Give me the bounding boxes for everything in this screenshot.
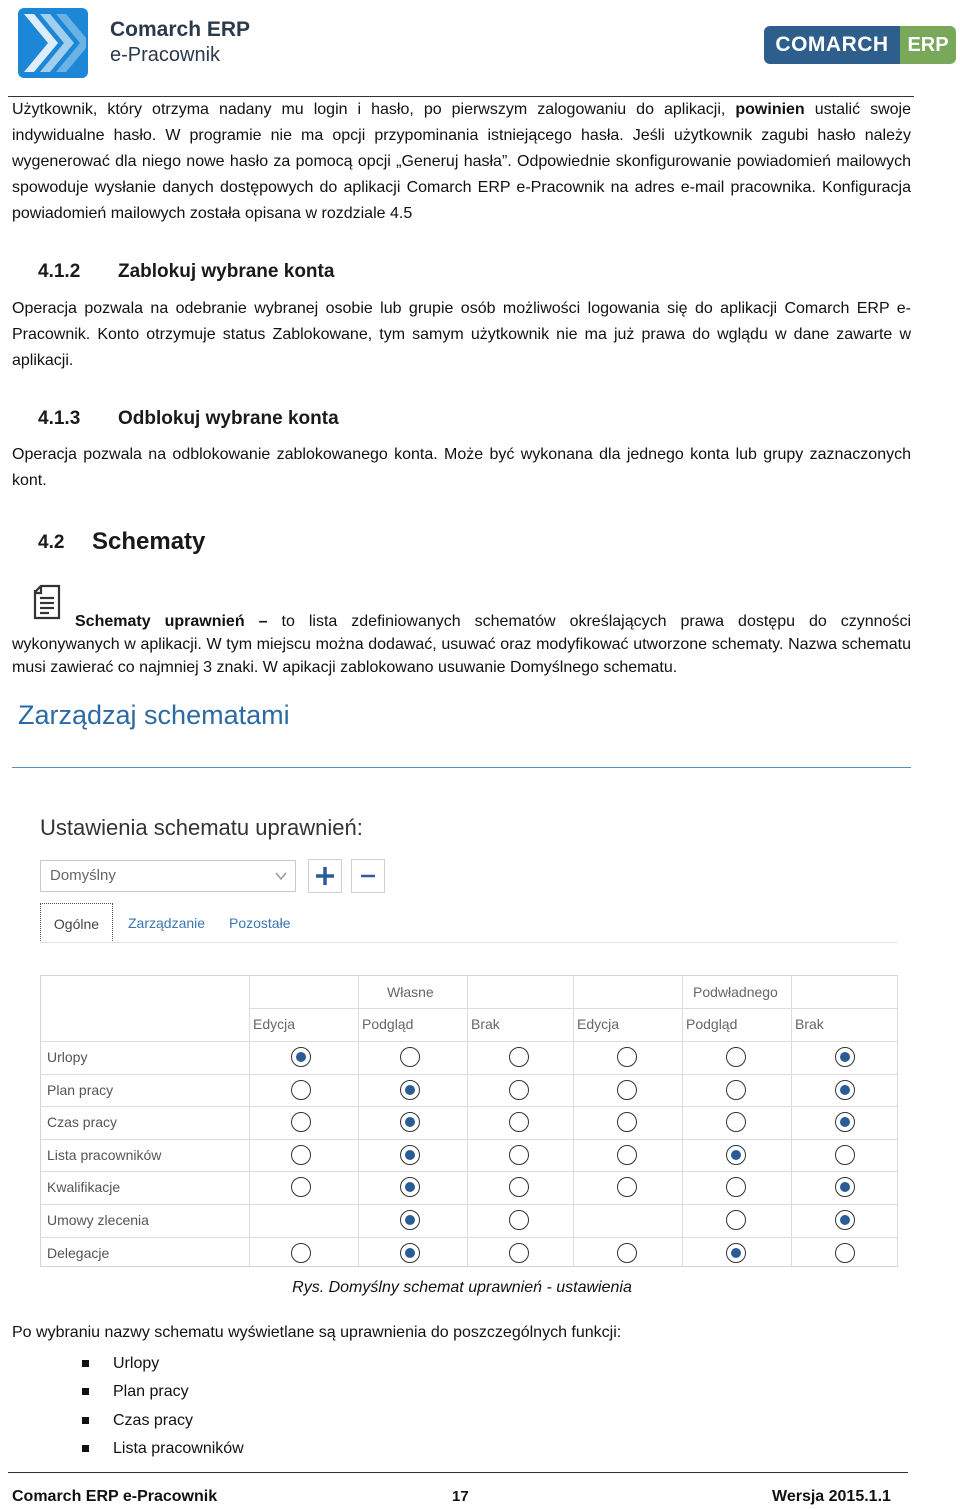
radio-selected[interactable] (835, 1080, 855, 1100)
radio-option[interactable] (835, 1243, 855, 1263)
radio-selected[interactable] (835, 1210, 855, 1230)
radio-selected[interactable] (835, 1112, 855, 1132)
list-item: Urlopy (80, 1350, 244, 1378)
function-list (80, 1350, 244, 1463)
section-413-heading (38, 408, 538, 434)
manage-schemes-title: Zarządzaj schematami (18, 700, 290, 730)
table-row-line (41, 1106, 897, 1107)
grid-column-line (791, 976, 792, 1266)
footer-product: Comarch ERP e-Pracownik (12, 1488, 218, 1505)
scheme-select[interactable] (40, 860, 296, 892)
grid-column-line (467, 976, 468, 1266)
table-row-line (41, 1139, 897, 1140)
section-412-text: Operacja pozwala na odebranie wybranej osobie lub grupie osób możliwości logowania się do aplikacji Comarch ERP e-Pracownik. Konto otrzymuje status Zablokowane, tym samym użytkownik nie ma już prawa do wglądu w dane zawarte w aplikacji. (12, 300, 911, 369)
radio-selected[interactable] (400, 1080, 420, 1100)
tab-management[interactable]: Zarządzanie (128, 915, 206, 931)
note-dash: – (258, 613, 268, 630)
row-label: Lista pracowników (47, 1146, 162, 1163)
scheme-select-value: Domyślny (50, 867, 116, 884)
row-label: Kwalifikacje (47, 1179, 121, 1196)
radio-selected[interactable] (726, 1145, 746, 1165)
plus-icon (314, 865, 336, 887)
intro-text-1: Użytkownik, który otrzyma nadany mu login i hasło, po pierwszym zalogowaniu do aplikacji, (12, 101, 726, 118)
remove-scheme-button[interactable] (351, 859, 385, 893)
schematy-note (12, 610, 911, 679)
radio-option[interactable] (509, 1047, 529, 1067)
row-label: Urlopy (47, 1049, 88, 1065)
grid-column-line (573, 976, 574, 1266)
section-title: Zablokuj wybrane konta (118, 261, 335, 282)
radio-option[interactable] (726, 1177, 746, 1197)
grid-column-line (682, 976, 683, 1266)
column-header: Podgląd (686, 1016, 738, 1032)
radio-option[interactable] (509, 1112, 529, 1132)
list-intro: Po wybraniu nazwy schematu wyświetlane są uprawnienia do poszczególnych funkcji: (12, 1324, 622, 1341)
radio-option[interactable] (617, 1145, 637, 1165)
minus-icon (357, 865, 379, 887)
note-text: to lista zdefiniowanych schematów określających prawa dostępu do czynności wykonywanych w aplikacji. W tym miejscu można dodawać, usuwać oraz modyfikować utworzone schematy. Nazwa schematu musi zawierać co najmniej 3 znaki. W apikacji zablokowano usuwanie Domyślnego schematu. (12, 613, 912, 676)
radio-option[interactable] (617, 1243, 637, 1263)
radio-selected[interactable] (726, 1243, 746, 1263)
radio-option[interactable] (509, 1080, 529, 1100)
tab-general[interactable]: Ogólne (40, 903, 113, 943)
radio-option[interactable] (509, 1210, 529, 1230)
radio-option[interactable] (291, 1145, 311, 1165)
list-item: Plan pracy (80, 1378, 244, 1406)
row-label: Delegacje (47, 1244, 110, 1261)
radio-selected[interactable] (400, 1210, 420, 1230)
section-number: 4.1.3 (38, 408, 81, 429)
grid-column-line (358, 976, 359, 1266)
group-separator-line (573, 976, 574, 1008)
section-412-heading (38, 261, 538, 287)
radio-selected[interactable] (835, 1047, 855, 1067)
title-underline (12, 767, 911, 768)
grid-column-line (897, 976, 898, 1266)
section-title: Schematy (92, 528, 206, 555)
footer-page-number: 17 (452, 1488, 469, 1505)
radio-selected[interactable] (400, 1177, 420, 1197)
section-number: 4.2 (38, 532, 65, 553)
footer-version: Wersja 2015.1.1 (772, 1488, 891, 1505)
table-row-line (41, 1204, 897, 1205)
radio-option[interactable] (726, 1210, 746, 1230)
radio-selected[interactable] (400, 1243, 420, 1263)
radio-option[interactable] (509, 1177, 529, 1197)
list-item: Czas pracy (80, 1407, 244, 1435)
row-label: Czas pracy (47, 1114, 118, 1131)
comarch-logo-icon (18, 8, 88, 78)
comarch-erp-badge (764, 26, 956, 64)
chevron-down-icon (275, 870, 287, 882)
note-bold: Schematy uprawnień (75, 613, 245, 630)
badge-erp-label: ERP (900, 26, 956, 64)
radio-option[interactable] (726, 1080, 746, 1100)
add-scheme-button[interactable] (308, 859, 342, 893)
permissions-grid (40, 975, 898, 1267)
radio-option[interactable] (400, 1047, 420, 1067)
section-42-heading (38, 528, 538, 558)
radio-option[interactable] (291, 1243, 311, 1263)
list-item: Lista pracowników (80, 1435, 244, 1463)
radio-option[interactable] (617, 1080, 637, 1100)
group-header-own: Własne (387, 984, 434, 1000)
intro-text-2: ustalić swoje indywidualne hasło. W programie nie ma opcji przypominania istniejącego hasła. Jeśli użytkownik zagubi hasło należy wygenerować dla niego nowe hasło za pomocą opcji „Generuj hasła”. Odpowiednie skonfigurowanie powiadomień mailowych spowoduje wysłanie danych dostępowych do aplikacji Comarch ERP e-Pracownik na adres e-mail pracownika. Konfiguracja powiadomień mailowych została opisana w rozdziale 4.5 (12, 101, 911, 222)
intro-paragraph (12, 97, 911, 227)
table-row-line (41, 1074, 897, 1075)
radio-selected[interactable] (400, 1145, 420, 1165)
radio-option[interactable] (617, 1177, 637, 1197)
column-header: Brak (471, 1016, 500, 1032)
radio-option[interactable] (291, 1080, 311, 1100)
radio-selected[interactable] (291, 1047, 311, 1067)
radio-option[interactable] (509, 1243, 529, 1263)
group-header-line (249, 1008, 897, 1009)
radio-option[interactable] (509, 1145, 529, 1165)
group-header-subordinate: Podwładnego (693, 984, 778, 1000)
settings-title: Ustawienia schematu uprawnień: (40, 815, 363, 840)
column-header: Edycja (577, 1016, 620, 1032)
footer-divider (8, 1472, 908, 1473)
radio-option[interactable] (726, 1112, 746, 1132)
table-row-line (41, 1237, 897, 1238)
brand-subtitle: e-Pracownik (110, 44, 221, 66)
badge-comarch-label: COMARCH (764, 26, 900, 64)
brand-name: Comarch ERP (110, 18, 251, 41)
radio-option[interactable] (726, 1047, 746, 1067)
table-row-line (41, 1041, 897, 1042)
column-header: Podgląd (362, 1016, 414, 1032)
column-header: Edycja (253, 1016, 296, 1032)
grid-column-line (249, 976, 250, 1266)
tab-other[interactable]: Pozostałe (229, 915, 291, 931)
radio-selected[interactable] (835, 1177, 855, 1197)
figure-caption: Rys. Domyślny schemat uprawnień - ustawienia (292, 1279, 632, 1296)
column-header: Brak (795, 1016, 824, 1032)
intro-bold: powinien (735, 101, 805, 118)
section-number: 4.1.2 (38, 261, 81, 282)
tab-divider (40, 942, 898, 943)
radio-option[interactable] (617, 1112, 637, 1132)
radio-option[interactable] (291, 1177, 311, 1197)
section-title: Odblokuj wybrane konta (118, 408, 339, 429)
row-label: Umowy zlecenia (47, 1212, 149, 1228)
radio-option[interactable] (835, 1145, 855, 1165)
row-label: Plan pracy (47, 1081, 114, 1098)
radio-option[interactable] (617, 1047, 637, 1067)
radio-option[interactable] (291, 1112, 311, 1132)
section-413-text: Operacja pozwala na odblokowanie zablokowanego konta. Może być wykonana dla jednego konta lub grupy zaznaczonych kont. (12, 446, 911, 489)
table-row-line (41, 1171, 897, 1172)
radio-selected[interactable] (400, 1112, 420, 1132)
